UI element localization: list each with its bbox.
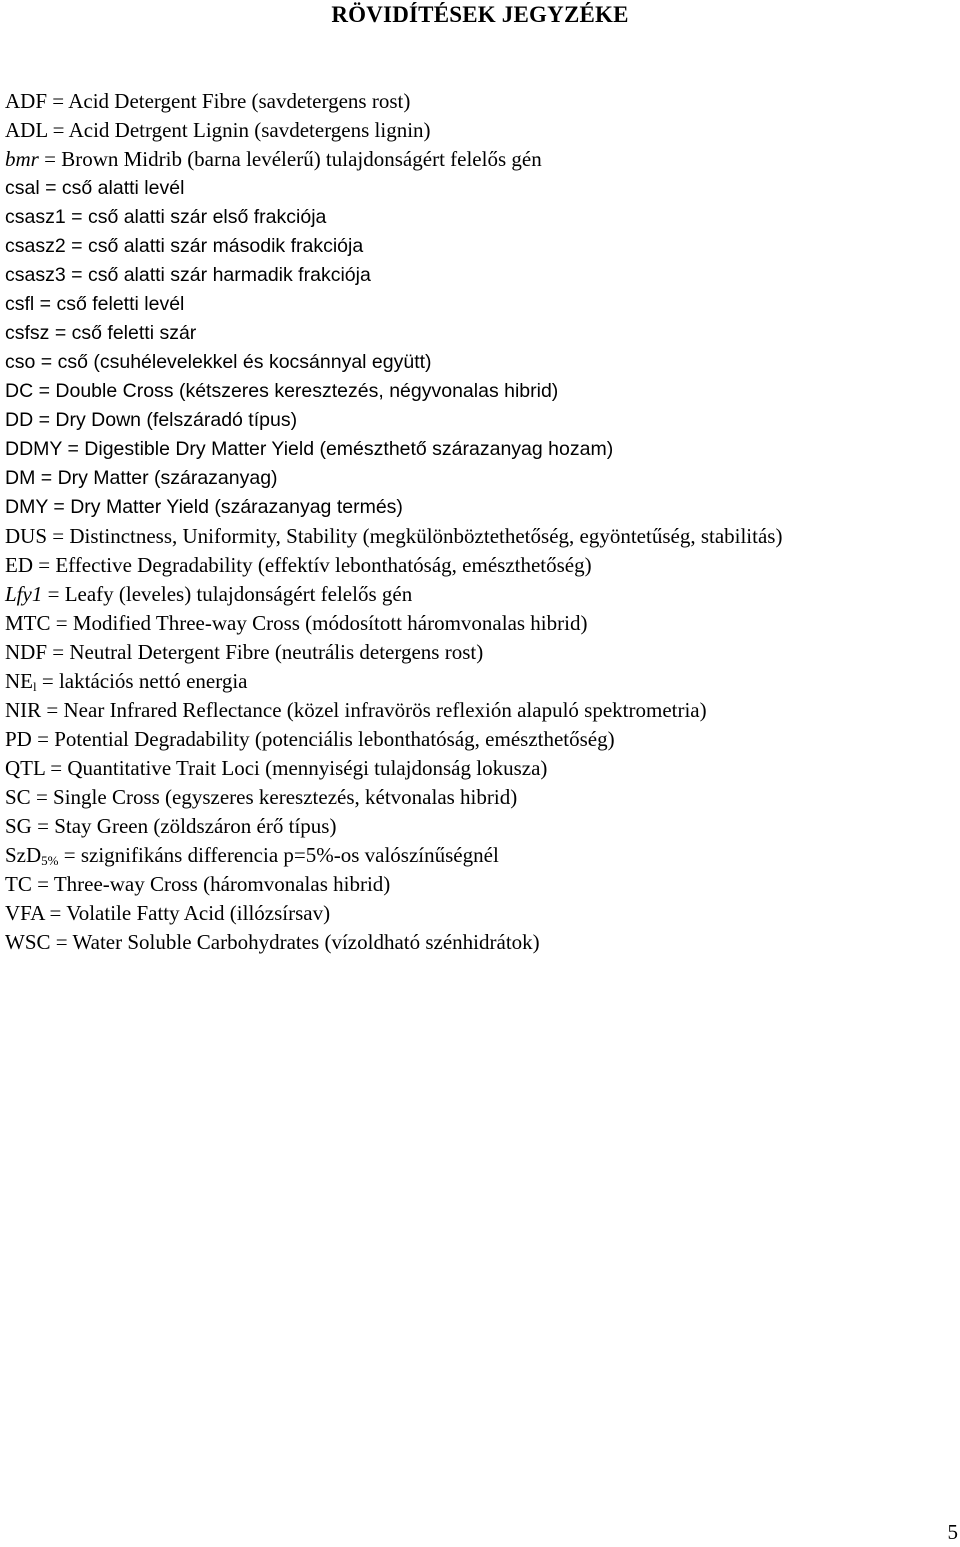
abbreviation-term: Lfy1 (5, 582, 43, 606)
abbreviation-entry (5, 696, 782, 725)
equals-sign: = (44, 901, 67, 925)
equals-sign: = (38, 147, 62, 171)
abbreviation-entry (5, 377, 782, 406)
equals-sign: = (35, 467, 58, 489)
abbreviation-definition: Stay Green (zöldszáron érő típus) (54, 814, 337, 838)
equals-sign: = (41, 698, 64, 722)
abbreviation-definition: cső (csuhélevelekkel és kocsánnyal együtt) (57, 351, 432, 373)
abbreviation-term: NE (5, 669, 33, 693)
abbreviation-definition: Dry Matter Yield (szárazanyag termés) (70, 496, 403, 518)
abbreviation-definition: Dry Matter (szárazanyag) (57, 467, 278, 489)
abbreviation-definition: Distinctness, Uniformity, Stability (megkülönböztethetőség, egyöntetűség, stabilitás) (69, 524, 783, 548)
abbreviation-term: NDF (5, 640, 48, 664)
page-number: 5 (947, 1520, 958, 1544)
equals-sign: = (39, 177, 62, 199)
abbreviation-entry (5, 522, 782, 551)
abbreviation-entry (5, 348, 782, 377)
abbreviation-entry (5, 406, 782, 435)
abbreviation-definition: Potential Degradability (potenciális lebonthatóság, emészthetőség) (54, 727, 615, 751)
equals-sign: = (33, 409, 56, 431)
abbreviation-entry (5, 580, 782, 609)
abbreviation-term: MTC (5, 611, 51, 635)
abbreviation-entry (5, 145, 782, 174)
abbreviation-entry (5, 841, 782, 870)
abbreviation-term: SzD (5, 843, 42, 867)
abbreviation-entry (5, 551, 782, 580)
equals-sign: = (50, 611, 73, 635)
abbreviation-term: DMY (5, 496, 48, 518)
abbreviation-definition: cső alatti szár második frakciója (87, 235, 364, 257)
equals-sign: = (34, 293, 57, 315)
equals-sign: = (30, 785, 54, 809)
equals-sign: = (47, 524, 70, 548)
abbreviation-entry (5, 493, 782, 522)
abbreviation-definition: Leafy (leveles) tulajdonságért felelős gén (64, 582, 413, 606)
abbreviation-term: PD (5, 727, 32, 751)
abbreviation-definition: Neutral Detergent Fibre (neutrális detergens rost) (69, 640, 484, 664)
abbreviation-entry (5, 783, 782, 812)
abbreviation-definition: Acid Detergent Fibre (savdetergens rost) (68, 89, 411, 113)
abbreviation-term-subscript: 5% (41, 853, 59, 868)
abbreviation-definition: Brown Midrib (barna levélerű) tulajdonságért felelős gén (61, 147, 542, 171)
equals-sign: = (49, 322, 72, 344)
abbreviation-entry (5, 203, 782, 232)
abbreviation-definition: cső feletti szár (71, 322, 197, 344)
abbreviation-entry (5, 261, 782, 290)
equals-sign: = (50, 930, 73, 954)
abbreviation-entry (5, 638, 782, 667)
equals-sign: = (47, 118, 69, 142)
abbreviation-definition: Dry Down (felszáradó típus) (55, 409, 298, 431)
abbreviation-entry (5, 725, 782, 754)
abbreviation-definition: laktációs nettó energia (58, 669, 248, 693)
equals-sign: = (31, 814, 55, 838)
abbreviation-entry (5, 319, 782, 348)
abbreviation-definition: Effective Degradability (effektív lebonthatóság, emészthetőség) (55, 553, 592, 577)
abbreviation-term: DDMY (5, 438, 63, 460)
abbreviation-term: DC (5, 380, 34, 402)
abbreviation-term: ADL (5, 118, 48, 142)
page-title: RÖVIDÍTÉSEK JEGYZÉKE (331, 2, 629, 27)
abbreviation-definition: Modified Three-way Cross (módosított háromvonalas hibrid) (72, 611, 588, 635)
abbreviation-term: NIR (5, 698, 42, 722)
abbreviation-definition: cső alatti szár első frakciója (87, 206, 327, 228)
abbreviation-definition: Near Infrared Reflectance (közel infravörös reflexión alapuló spektrometria) (63, 698, 707, 722)
equals-sign: = (47, 496, 71, 518)
equals-sign: = (35, 351, 58, 373)
abbreviation-term: bmr (5, 147, 39, 171)
abbreviation-term: SC (5, 785, 31, 809)
abbreviation-definition: Water Soluble Carbohydrates (vízoldható szénhidrátok) (72, 930, 540, 954)
abbreviation-definition: cső alatti szár harmadik frakciója (87, 264, 371, 286)
abbreviation-entry (5, 290, 782, 319)
abbreviation-term: csasz2 (5, 235, 66, 257)
abbreviation-term: SG (5, 814, 32, 838)
abbreviation-term-subscript: l (33, 679, 37, 694)
abbreviation-term: DUS (5, 524, 48, 548)
abbreviation-term: DD (5, 409, 34, 431)
abbreviation-definition: szignifikáns differencia p=5%-os valószínűségnél (80, 843, 499, 867)
abbreviation-definition: Digestible Dry Matter Yield (emészthető szárazanyag hozam) (84, 438, 614, 460)
equals-sign: = (62, 438, 85, 460)
abbreviation-entry (5, 232, 782, 261)
abbreviation-term: QTL (5, 756, 46, 780)
abbreviation-entry (5, 464, 782, 493)
abbreviation-entry (5, 754, 782, 783)
equals-sign: = (31, 727, 55, 751)
abbreviation-definition: Single Cross (egyszeres keresztezés, kétvonalas hibrid) (53, 785, 518, 809)
abbreviation-term: csal (5, 177, 40, 199)
abbreviation-definition: cső feletti levél (56, 293, 185, 315)
abbreviation-definition: Acid Detrgent Lignin (savdetergens lignin) (68, 118, 431, 142)
abbreviation-term: cso (5, 351, 36, 373)
equals-sign: = (33, 553, 56, 577)
abbreviation-definition: Quantitative Trait Loci (mennyiségi tulajdonság lokusza) (67, 756, 548, 780)
abbreviation-entry (5, 435, 782, 464)
abbreviation-definition: Volatile Fatty Acid (illózsírsav) (66, 901, 331, 925)
abbreviation-entry (5, 609, 782, 638)
abbreviation-entry (5, 899, 782, 928)
abbreviation-term: csfsz (5, 322, 50, 344)
equals-sign: = (47, 640, 70, 664)
abbreviation-entry (5, 174, 782, 203)
abbreviation-entry (5, 667, 782, 696)
abbreviation-entry (5, 116, 782, 145)
abbreviation-definition: Three-way Cross (háromvonalas hibrid) (53, 872, 391, 896)
equals-sign: = (65, 235, 88, 257)
abbreviation-definition: cső alatti levél (61, 177, 185, 199)
abbreviation-entry (5, 870, 782, 899)
abbreviation-entry (5, 812, 782, 841)
equals-sign: = (33, 380, 56, 402)
abbreviation-term: ED (5, 553, 33, 577)
abbreviation-entry (5, 928, 782, 957)
abbreviation-entry (5, 87, 782, 116)
abbreviation-term: csasz3 (5, 264, 66, 286)
abbreviation-list (5, 87, 782, 957)
abbreviation-term: WSC (5, 930, 51, 954)
equals-sign: = (45, 756, 68, 780)
abbreviation-term: DM (5, 467, 36, 489)
equals-sign: = (42, 582, 65, 606)
equals-sign: = (31, 872, 54, 896)
abbreviation-term: VFA (5, 901, 45, 925)
equals-sign: = (36, 669, 59, 693)
abbreviation-term: csasz1 (5, 206, 66, 228)
abbreviation-term: ADF (5, 89, 48, 113)
equals-sign: = (58, 843, 81, 867)
abbreviation-term: TC (5, 872, 32, 896)
equals-sign: = (65, 264, 88, 286)
abbreviation-definition: Double Cross (kétszeres keresztezés, négyvonalas hibrid) (55, 380, 559, 402)
abbreviation-term: csfl (5, 293, 35, 315)
equals-sign: = (47, 89, 69, 113)
equals-sign: = (65, 206, 88, 228)
